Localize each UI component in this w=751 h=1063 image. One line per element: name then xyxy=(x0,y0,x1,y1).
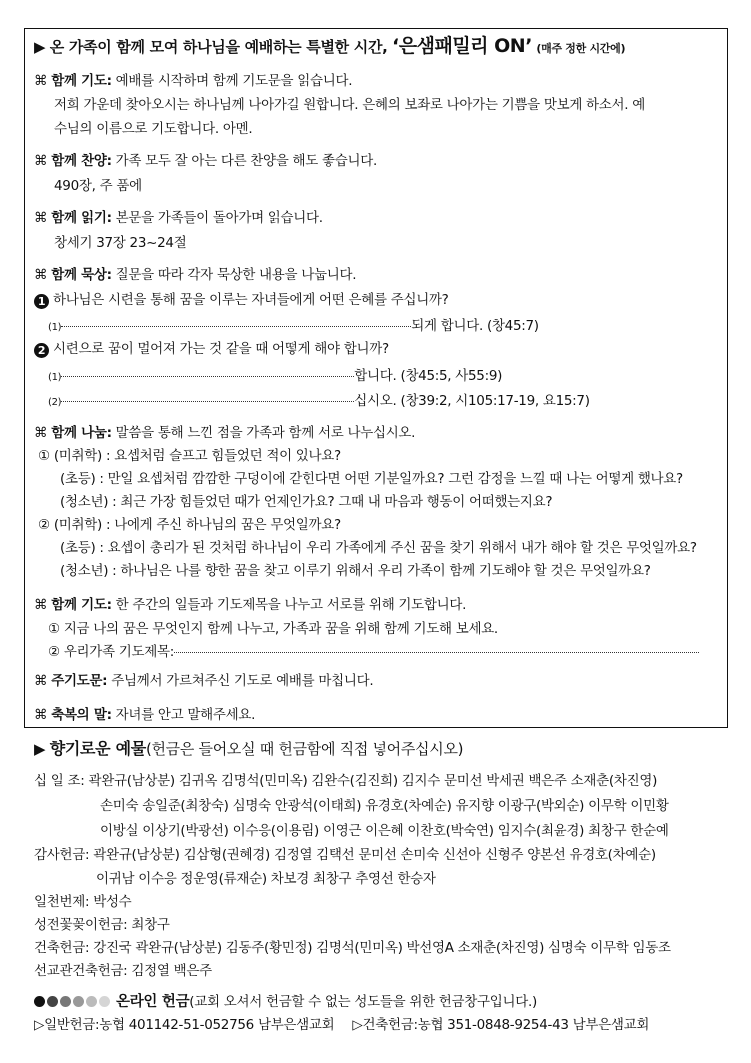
sharing-1-youth: (청소년) : 최근 가장 힘들었던 때가 언제인가요? 그때 내 마음과 행동이 어떠했는지요? xyxy=(60,494,553,510)
sharing-label: 함께 나눔: xyxy=(51,425,112,441)
q2-answer2: (2) 십시오. (창39:2, 시105:17-19, 요15:7) xyxy=(48,393,590,409)
meditation-heading: ⌘ 함께 묵상: 질문을 따라 각자 묵상한 내용을 나눕니다. xyxy=(34,267,357,283)
account-lines xyxy=(34,1016,649,1034)
prayer1-label: 함께 기도: xyxy=(51,73,112,89)
reading-label: 함께 읽기: xyxy=(51,210,112,226)
thanks-line1: 감사헌금: 곽완규(남상분) 김삼형(권혜경) 김정열 김택선 문미선 손미숙 신선아 신형주 양본선 유경호(차예순) xyxy=(34,847,656,863)
header-marker: ▶ xyxy=(34,38,46,56)
sharing-2-preschool: ② (미취학) : 나에게 주신 하나님의 꿈은 무엇일까요? xyxy=(38,517,341,533)
lords-prayer-heading: ⌘ 주기도문: 주님께서 가르쳐주신 기도로 예배를 마칩니다. xyxy=(34,673,374,689)
thanks-line2: 이귀남 이수응 정운영(류재순) 차보경 최창구 추영선 한승자 xyxy=(96,871,436,887)
offering-marker: ▶ xyxy=(34,740,46,758)
online-note: (교회 오셔서 헌금할 수 없는 성도들을 위한 헌금창구입니다.) xyxy=(189,994,537,1010)
header-title: 온 가족이 함께 모여 하나님을 예배하는 특별한 시간, xyxy=(49,38,388,56)
offering-title: 향기로운 예물 xyxy=(49,739,146,758)
sharing-1-preschool: ① (미취학) : 요셉처럼 슬프고 힘들었던 적이 있나요? xyxy=(38,448,341,464)
account-building: ▷건축헌금:농협 351-0848-9254-43 남부은샘교회 xyxy=(352,1017,650,1033)
worship-header xyxy=(34,33,625,62)
reading-passage: 창세기 37장 23~24절 xyxy=(54,235,187,251)
praise-desc: 가족 모두 잘 아는 다른 찬양을 해도 좋습니다. xyxy=(115,153,377,169)
lords-prayer-label: 주기도문: xyxy=(51,673,108,689)
praise-label: 함께 찬양: xyxy=(51,153,112,169)
family-prayer-blank[interactable] xyxy=(174,652,699,653)
tithe-line1: 십 일 조: 곽완규(남상분) 김귀옥 김명석(민미옥) 김완수(김진희) 김지수 문미선 박세권 백은주 소재춘(차진영) xyxy=(34,773,658,789)
sharing-heading: ⌘ 함께 나눔: 말씀을 통해 느낀 점을 가족과 함께 서로 나누십시오. xyxy=(34,425,416,441)
q2-number: 2 xyxy=(34,343,49,358)
tithe-label: 십 일 조: xyxy=(34,773,85,789)
prayer2-item2: ② 우리가족 기도제목: xyxy=(48,643,699,661)
q2-answer1-blank[interactable] xyxy=(61,376,354,377)
prayer2-label: 함께 기도: xyxy=(51,597,112,613)
thanks-label: 감사헌금: xyxy=(34,847,90,863)
prayer2-heading: ⌘ 함께 기도: 한 주간의 일들과 기도제목을 나누고 서로를 위해 기도합니다. xyxy=(34,597,467,613)
prayer2-item1: ① 지금 나의 꿈은 무엇인지 함께 나누고, 가족과 꿈을 위해 함께 기도해 보세요. xyxy=(48,621,498,637)
thousand-offering: 일천번제: 박성수 xyxy=(34,894,132,910)
meditation-q1: 1 하나님은 시련을 통해 꿈을 이루는 자녀들에게 어떤 은혜를 주십니까? xyxy=(34,291,449,309)
prayer2-desc: 한 주간의 일들과 기도제목을 나누고 서로를 위해 기도합니다. xyxy=(115,597,467,613)
prayer1-heading: ⌘ 함께 기도: 예배를 시작하며 함께 기도문을 읽습니다. xyxy=(34,73,353,89)
offering-note: (헌금은 들어오실 때 헌금함에 직접 넣어주십시오) xyxy=(145,740,464,758)
q1-answer1: (1) 되게 합니다. (창45:7) xyxy=(48,318,539,334)
offering-heading xyxy=(34,739,463,759)
prayer1-desc: 예배를 시작하며 함께 기도문을 읽습니다. xyxy=(115,73,353,89)
reading-heading: ⌘ 함께 읽기: 본문을 가족들이 돌아가며 읽습니다. xyxy=(34,210,323,226)
blessing-desc: 자녀를 안고 말해주세요. xyxy=(115,707,256,723)
header-quote: ‘은샘패밀리 ON’ xyxy=(392,35,532,57)
lords-prayer-desc: 주님께서 가르쳐주신 기도로 예배를 마칩니다. xyxy=(111,673,374,689)
prayer1-line1: 저희 가운데 찾아오시는 하나님께 나아가길 원합니다. 은혜의 보좌로 나아가는 기쁨을 맛보게 하소서. 예 xyxy=(54,97,645,113)
blessing-heading: ⌘ 축복의 말: 자녀를 안고 말해주세요. xyxy=(34,707,256,723)
prayer1-line2: 수님의 이름으로 기도합니다. 아멘. xyxy=(54,121,253,137)
meditation-label: 함께 묵상: xyxy=(51,267,112,283)
sharing-desc: 말씀을 통해 느낀 점을 가족과 함께 서로 나누십시오. xyxy=(115,425,416,441)
sharing-1-elementary: (초등) : 만일 요셉처럼 깜깜한 구덩이에 갇힌다면 어떤 기분일까요? 그런 감정을 느낄 때 나는 어떻게 했나요? xyxy=(60,471,683,487)
q1-number: 1 xyxy=(34,294,49,309)
q2-answer1: (1) 합니다. (창45:5, 사55:9) xyxy=(48,368,503,384)
account-general: ▷일반헌금:농협 401142-51-052756 남부은샘교회 xyxy=(34,1017,335,1033)
sharing-2-elementary: (초등) : 요셉이 총리가 된 것처럼 하나님이 우리 가족에게 주신 꿈을 찾기 위해서 내가 해야 할 것은 무엇일까요? xyxy=(60,540,697,556)
q2-answer2-blank[interactable] xyxy=(61,401,354,402)
meditation-q2: 2 시련으로 꿈이 멀어져 가는 것 같을 때 어떻게 해야 합니까? xyxy=(34,340,389,358)
reading-desc: 본문을 가족들이 돌아가며 읽습니다. xyxy=(115,210,323,226)
sharing-2-youth: (청소년) : 하나님은 나를 향한 꿈을 찾고 이루기 위해서 우리 가족이 함께 기도해야 할 것은 무엇일까요? xyxy=(60,563,651,579)
flower-offering: 성전꽃꽂이헌금: 최창구 xyxy=(34,917,170,933)
online-offering-heading xyxy=(34,993,537,1011)
meditation-desc: 질문을 따라 각자 묵상한 내용을 나눕니다. xyxy=(115,267,357,283)
tithe-line3: 이방실 이상기(박광선) 이수응(이용림) 이영근 이은혜 이찬호(박숙연) 임지수(최윤경) 최창구 한순예 xyxy=(100,823,669,839)
praise-heading: ⌘ 함께 찬양: 가족 모두 잘 아는 다른 찬양을 해도 좋습니다. xyxy=(34,153,377,169)
mission-offering: 선교관건축헌금: 김정열 백은주 xyxy=(34,963,212,979)
online-title: 온라인 헌금 xyxy=(116,994,190,1010)
building-offering: 건축헌금: 강진국 곽완규(남상분) 김동주(황민정) 김명석(민미옥) 박선영A 소재춘(차진영) 심명숙 이무학 임동조 xyxy=(34,940,671,956)
q1-answer1-blank[interactable] xyxy=(61,326,411,327)
header-suffix: (매주 정한 시간에) xyxy=(536,42,626,55)
blessing-label: 축복의 말: xyxy=(51,707,112,723)
tithe-line2: 손미숙 송일준(최창숙) 심명숙 안광석(이태희) 유경호(차예순) 유지향 이광구(박외순) 이무학 이민황 xyxy=(100,798,669,814)
praise-hymn: 490장, 주 품에 xyxy=(54,178,142,194)
online-dots xyxy=(34,994,112,1010)
